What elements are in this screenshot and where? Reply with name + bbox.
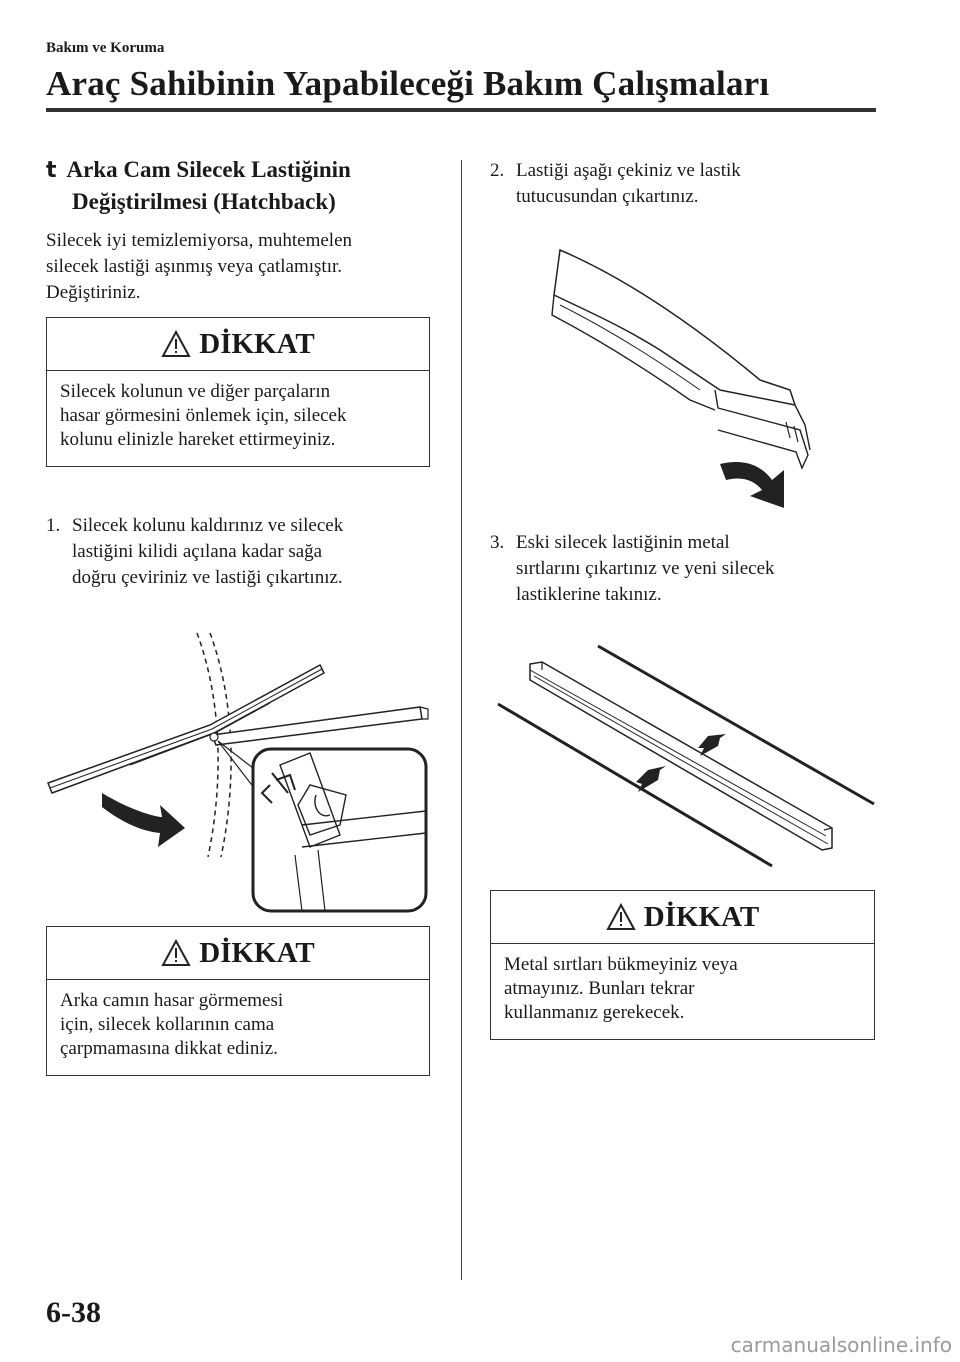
- caution-text: [47, 980, 429, 1070]
- heading-line-1: Arka Cam Silecek Lastiğinin: [66, 157, 351, 182]
- caution-line: kolunu elinizle hareket ettirmeyiniz.: [60, 429, 336, 450]
- caution-header: [491, 891, 874, 944]
- column-divider: [461, 160, 462, 1280]
- caution-line: Arka camın hasar görmemesi: [60, 990, 284, 1011]
- section-label: Bakım ve Koruma: [46, 40, 165, 56]
- step-3: [490, 530, 870, 608]
- caution-header: [47, 318, 429, 371]
- page-number: 6-38: [46, 1296, 101, 1329]
- caution-line: çarpmamasına dikkat ediniz.: [60, 1038, 278, 1059]
- heading-line-2: Değiştirilmesi (Hatchback): [72, 189, 336, 214]
- caution-title: DİKKAT: [199, 327, 315, 360]
- step-number: 3.: [490, 532, 505, 553]
- insert-arrow-icon: [698, 734, 726, 756]
- caution-line: hasar görmesini önlemek için, silecek: [60, 405, 347, 426]
- step-number: 2.: [490, 160, 505, 181]
- watermark-link[interactable]: carmanualsonline.info: [730, 1333, 952, 1357]
- step-1: [46, 513, 446, 591]
- procedure-heading: [46, 154, 446, 217]
- step-line: tutucusundan çıkartınız.: [516, 186, 699, 207]
- pull-rubber-figure: [540, 240, 830, 515]
- caution-box-3: [490, 890, 875, 1040]
- warning-triangle-icon: [161, 330, 191, 358]
- step-line: doğru çeviriniz ve lastiği çıkartınız.: [72, 567, 343, 588]
- warning-triangle-icon: [161, 939, 191, 967]
- caution-line: kullanmanız gerekecek.: [504, 1002, 685, 1023]
- insert-arrow-icon: [636, 766, 666, 792]
- step-line: Eski silecek lastiğinin metal: [516, 532, 730, 553]
- caution-header: [47, 927, 429, 980]
- rotate-arrow-icon: [102, 793, 185, 847]
- header-rule: [46, 108, 876, 112]
- step-line: lastiğini kilidi açılana kadar sağa: [72, 541, 323, 562]
- caution-title: DİKKAT: [199, 936, 315, 969]
- pull-down-arrow-icon: [720, 462, 784, 508]
- caution-box-2: [46, 926, 430, 1076]
- wiper-arm-rotate-figure: [40, 625, 440, 920]
- caution-box-1: [46, 317, 430, 467]
- detail-inset: [253, 749, 426, 911]
- step-2: [490, 158, 870, 210]
- blade-frame: [554, 250, 795, 405]
- caution-text: [47, 371, 429, 461]
- chapter-title: Araç Sahibinin Yapabileceği Bakım Çalışmaları: [46, 64, 770, 103]
- caution-text: [491, 944, 874, 1034]
- caution-line: için, silecek kollarının cama: [60, 1014, 275, 1035]
- caution-line: Metal sırtları bükmeyiniz veya: [504, 954, 738, 975]
- rubber-strip: [530, 662, 832, 850]
- intro-line: Değiştiriniz.: [46, 282, 141, 303]
- step-line: Silecek kolunu kaldırınız ve silecek: [72, 515, 344, 536]
- caution-line: Silecek kolunun ve diğer parçaların: [60, 381, 331, 402]
- intro-line: Silecek iyi temizlemiyorsa, muhtemelen: [46, 230, 353, 251]
- step-number: 1.: [46, 515, 61, 536]
- step-line: sırtlarını çıkartınız ve yeni silecek: [516, 558, 775, 579]
- warning-triangle-icon: [606, 903, 636, 931]
- metal-strips-figure: [490, 640, 880, 875]
- intro-paragraph: [46, 228, 446, 306]
- caution-title: DİKKAT: [643, 900, 760, 933]
- caution-line: atmayınız. Bunları tekrar: [504, 978, 695, 999]
- step-line: lastiklerine takınız.: [516, 584, 662, 605]
- intro-line: silecek lastiği aşınmış veya çatlamıştır.: [46, 256, 343, 277]
- section-bullet-icon: t: [46, 158, 57, 183]
- step-line: Lastiği aşağı çekiniz ve lastik: [516, 160, 741, 181]
- glass-edge-line: [197, 633, 218, 857]
